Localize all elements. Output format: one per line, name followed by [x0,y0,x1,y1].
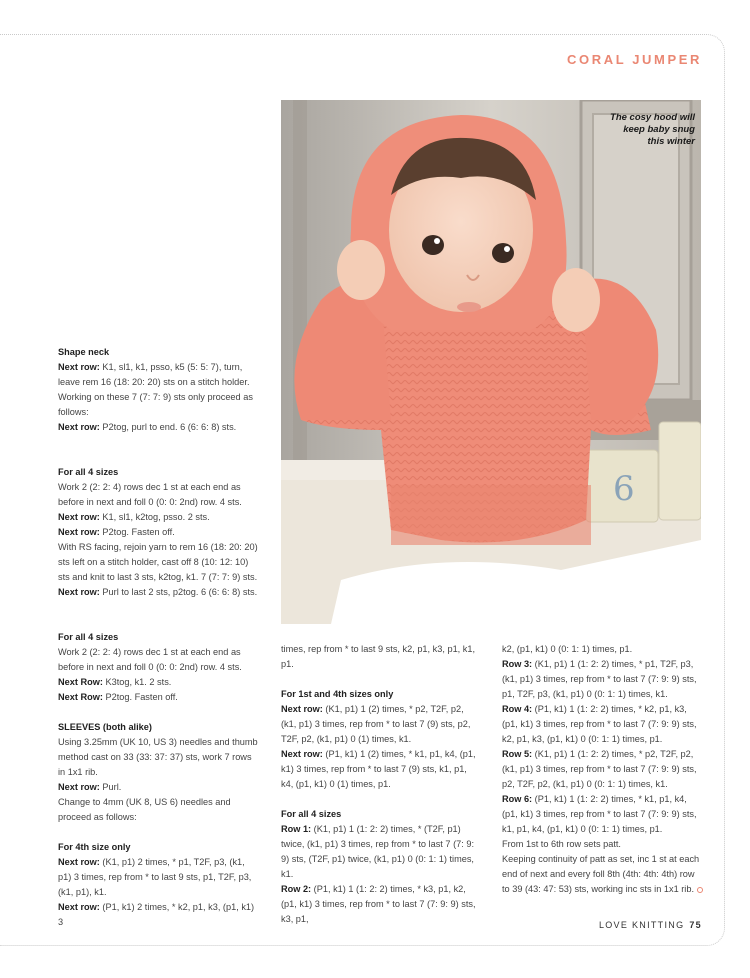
instruction: With RS facing, rejoin yarn to rem 16 (18: 20: 20) sts left on a stitch holder, cast off 8 (10: 12: 10) sts and knit to last 3 sts, k2tog, k1. 7 (7: 7: 9) sts. [58,542,258,582]
instruction-text: K1, sl1, k2tog, psso. 2 sts. [99,512,210,522]
instruction-label: Next row: [58,362,100,372]
instruction-text: (P1, k1) 1 (1: 2: 2) times, * k1, p1, k4, (p1, k1) 3 times, rep from * to last 7 (7: 9: 9) sts, k1, p1, k4, (p1, k1) 0 (0: 1: 1) times, p1. [502,794,697,834]
instruction-text: (K1, p1) 2 times, * p1, T2F, p3, (k1, p1) 3 times, rep from * to last 9 sts, p1, T2F, p3, (k1, p1), k1. [58,857,252,897]
instruction-label: Row 1: [281,824,312,834]
instruction [58,690,258,705]
instruction-label: Next row: [58,527,100,537]
instruction [58,525,258,540]
instruction [502,747,704,792]
baby-photo [281,100,701,624]
instruction-text: (K1, p1) 1 (2) times, * p2, T2F, p2, (k1, p1) 3 times, rep from * to last 7 (9) sts, p2, T2F, p2, (k1, p1) 0 (1) times, k1. [281,704,471,744]
instruction-text: Purl. [99,782,122,792]
instruction [281,702,481,747]
heading-4th-size: For 4th size only [58,842,131,852]
magazine-name: LOVE KNITTING [598,920,685,930]
instruction-text: (K1, p1) 1 (1: 2: 2) times, * p1, T2F, p3, (k1, p1) 3 times, rep from * to last 7 (7: 9: 9) sts, p1, T2F, p3, (k1, p1) 0 (0: 1: 1) times, k1. [502,659,697,699]
instruction-text: (K1, p1) 1 (1: 2: 2) times, * p2, T2F, p2, (k1, p1) 3 times, rep from * to last 7 (7: 9: 9) sts, p2, T2F, p2, (k1, p1) 0 (0: 1: 1) times, k1. [502,749,697,789]
instruction [502,792,704,837]
heading-all-sizes: For all 4 sizes [58,467,119,477]
instruction [502,702,704,747]
instruction-text: (K1, p1) 1 (1: 2: 2) times, * (T2F, p1) twice, (k1, p1) 3 times, rep from * to last 7 (7: 9: 9) sts, (T2F, p1) twice, (k1, p1) 0 (0: 1: 1) times, k1. [281,824,475,879]
instruction [502,657,704,702]
instruction [281,747,481,792]
instruction: Using 3.25mm (UK 10, US 3) needles and thumb method cast on 33 (33: 37: 37) sts, work 7 rows in 1x1 rib. [58,737,258,777]
instruction: Work 2 (2: 2: 4) rows dec 1 st at each end as before in next and foll 0 (0: 0: 2nd) row. 4 sts. [58,647,242,672]
instruction [58,585,258,600]
instruction-text: P2tog. Fasten off. [102,692,178,702]
caption-line: this winter [647,136,695,147]
heading-sleeves: SLEEVES (both alike) [58,722,152,732]
instruction [58,420,258,435]
instruction-label: Next row: [281,704,323,714]
column-1 [58,345,258,930]
caption-line: The cosy hood will [610,112,695,123]
heading-1st-4th-sizes: For 1st and 4th sizes only [281,689,394,699]
page-footer [599,920,702,930]
instruction-label: Next Row: [58,677,103,687]
instruction: Work 2 (2: 2: 4) rows dec 1 st at each end as before in next and foll 0 (0: 0: 2nd) row. 4 sts. [58,482,242,507]
instruction-label: Next Row: [58,692,103,702]
instruction-label: Next row: [58,422,100,432]
instruction [58,855,258,900]
instruction [58,510,258,525]
heading-shape-neck: Shape neck [58,347,110,357]
instruction-label: Row 3: [502,659,533,669]
instruction-text: (P1, k1) 1 (1: 2: 2) times, * k3, p1, k2, (p1, k1) 3 times, rep from * to last 7 (7: 9: 9) sts, k3, p1, [281,884,476,924]
instruction-label: Next row: [58,782,100,792]
end-mark-icon [697,887,703,893]
instruction-text: P2tog. Fasten off. [99,527,175,537]
instruction [58,675,258,690]
instruction: From 1st to 6th row sets patt. [502,839,621,849]
instruction [281,882,481,927]
instruction: k2, (p1, k1) 0 (0: 1: 1) times, p1. [502,644,633,654]
baby-illustration [281,100,701,624]
caption-line: keep baby snug [623,124,695,135]
instruction [58,900,258,930]
instruction-text: (P1, k1) 2 times, * k2, p1, k3, (p1, k1) 3 [58,902,255,927]
instruction-text: P2tog, purl to end. 6 (6: 6: 8) sts. [99,422,237,432]
column-2 [281,642,481,927]
instruction [502,852,704,897]
instruction-label: Next row: [58,857,100,867]
instruction-text: K1, sl1, k1, psso, k5 (5: 5: 7), turn, leave rem 16 (18: 20: 20) sts on a stitch holder. [58,362,250,387]
page-number: 75 [689,920,702,930]
section-title: CORAL JUMPER [567,52,702,67]
instruction: times, rep from * to last 9 sts, k2, p1, k3, p1, k1, p1. [281,644,476,669]
instruction [281,822,481,882]
instruction-label: Next row: [58,512,100,522]
svg-text:6: 6 [613,469,635,509]
instruction-label: Row 4: [502,704,533,714]
column-3 [502,642,704,897]
instruction [58,780,258,795]
heading-all-sizes: For all 4 sizes [281,809,342,819]
instruction-text: Purl to last 2 sts, p2tog. 6 (6: 6: 8) sts. [99,587,258,597]
instruction-label: Row 6: [502,794,533,804]
instruction-label: Next row: [58,902,100,912]
instruction-text: K3tog, k1. 2 sts. [102,677,172,687]
instruction-label: Next row: [58,587,100,597]
instruction: Change to 4mm (UK 8, US 6) needles and proceed as follows: [58,797,231,822]
instruction [58,360,258,390]
instruction-text: (P1, k1) 1 (1: 2: 2) times, * k2, p1, k3, (p1, k1) 3 times, rep from * to last 7 (7: 9: 9) sts, k2, p1, k3, (p1, k1) 0 (0: 1: 1) times, p1. [502,704,697,744]
photo-caption [610,112,695,148]
instruction-text: Keeping continuity of patt as set, inc 1 st at each end of next and every foll 8th (4th: 4th: 4th) row to 39 (43: 47: 53) sts, working inc sts in 1x1 rib. [502,854,700,894]
instruction-label: Row 2: [281,884,312,894]
instruction-label: Next row: [281,749,323,759]
heading-all-sizes: For all 4 sizes [58,632,119,642]
instruction: Working on these 7 (7: 7: 9) sts only proceed as follows: [58,392,253,417]
instruction-label: Row 5: [502,749,533,759]
instruction-text: (P1, k1) 1 (2) times, * k1, p1, k4, (p1, k1) 3 times, rep from * to last 7 (9) sts, k1, p1, k4, (p1, k1) 0 (1) times, p1. [281,749,476,789]
